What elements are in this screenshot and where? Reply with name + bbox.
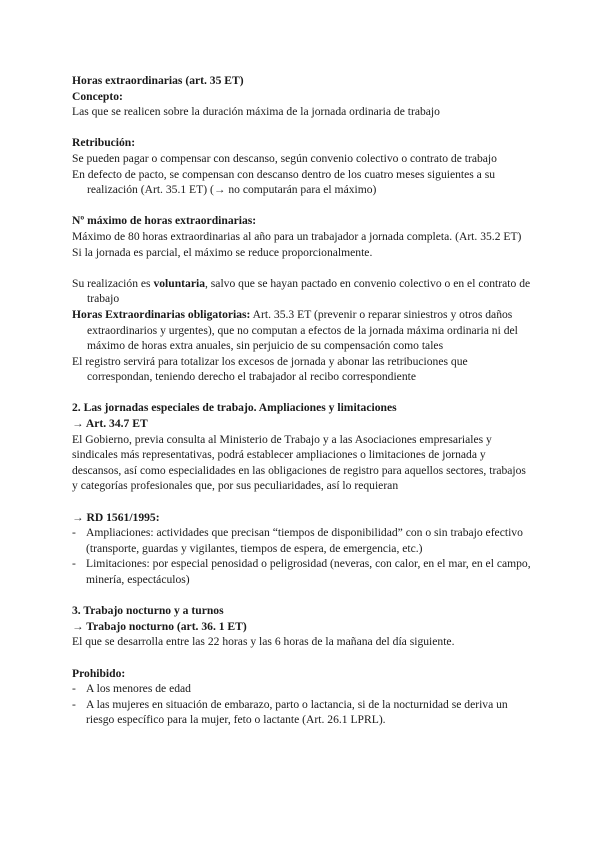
registro-paragraph: El registro servirá para totalizar los excesos de jornada y abonar las retribuciones que correspondan, teniendo derecho el trabajador al recibo correspondiente (72, 354, 468, 384)
prohibido-list (72, 681, 532, 728)
section3-heading: 3. Trabajo nocturno y a turnos (72, 604, 224, 618)
voluntaria-prefix: Su realización es (72, 276, 154, 290)
dash-marker: - (72, 697, 76, 711)
dash-marker: - (72, 526, 76, 540)
list-item (72, 556, 532, 587)
maximo-heading: Nº máximo de horas extraordinarias: (72, 214, 257, 228)
rd-heading: → RD 1561/1995: (72, 510, 160, 524)
section2-text: El Gobierno, previa consulta al Ministerio de Trabajo y a las Asociaciones empresariales y sindicales más representativas, podrá establecer ampliaciones o limitaciones de jornada y descansos, así como especialidades en las obligaciones de registro para aquellos sectores, trabajos y categorías profesionales que, por sus peculiaridades, así lo requieran (72, 432, 526, 493)
section2-heading: 2. Las jornadas especiales de trabajo. Ampliaciones y limitaciones (72, 401, 397, 415)
maximo-line: Máximo de 80 horas extraordinarias al año para un trabajador a jornada completa. (Art. 35.2 ET) (72, 229, 522, 243)
document-content (72, 73, 532, 728)
retribucion-line: En defecto de pacto, se compensan con descanso dentro de los cuatro meses siguientes a su realización (Art. 35.1 ET) (→ no computarán para el máximo) (72, 167, 496, 197)
obligatorias-paragraph (72, 307, 532, 354)
section3-text: El que se desarrolla entre las 22 horas y las 6 horas de la mañana del día siguiente. (72, 635, 455, 649)
voluntaria-paragraph (72, 276, 532, 307)
list-item (72, 525, 532, 556)
title: Horas extraordinarias (art. 35 ET) (72, 74, 244, 87)
voluntaria-bold: voluntaria (153, 276, 205, 290)
concepto-text: Las que se realicen sobre la duración máxima de la jornada ordinaria de trabajo (72, 105, 440, 119)
obligatorias-text: Art. 35.3 ET (prevenir o reparar siniestros y otros daños extraordinarios y urgentes), que no computan a efectos de la jornada máxima ordinaria ni del máximo de horas extra anuales, sin perjuicio de su compensación como tales (87, 307, 518, 353)
list-item-text: Limitaciones: por especial penosidad o peligrosidad (neveras, con calor, en el mar, en el campo, minería, espectáculos) (86, 557, 531, 586)
list-item-text: A las mujeres en situación de embarazo, parto o lactancia, si de la nocturnidad se deriva un riesgo específico para la mujer, feto o lactante (Art. 26.1 LPRL). (86, 697, 508, 727)
dash-marker: - (72, 682, 76, 696)
obligatorias-bold: Horas Extraordinarias obligatorias: (72, 307, 251, 321)
retribucion-heading: Retribución: (72, 136, 136, 150)
list-item (72, 697, 532, 728)
list-item (72, 681, 532, 697)
prohibido-heading: Prohibido: (72, 666, 126, 680)
dash-marker: - (72, 557, 76, 571)
list-item-text: Ampliaciones: actividades que precisan “tiempos de disponibilidad” con o sin trabajo efectivo (transporte, guardas y vigilantes, tiempos de espera, de emergencia, etc.) (86, 526, 523, 555)
maximo-line: Si la jornada es parcial, el máximo se reduce proporcionalmente. (72, 245, 373, 259)
rd-list (72, 525, 532, 587)
concepto-heading: Concepto: (72, 89, 123, 103)
section3-sub: → Trabajo nocturno (art. 36. 1 ET) (72, 619, 247, 633)
section2-ref: → Art. 34.7 ET (72, 417, 148, 431)
voluntaria-suffix: , salvo que se hayan pactado en convenio colectivo o en el contrato de trabajo (87, 276, 531, 306)
retribucion-line: Se pueden pagar o compensar con descanso, según convenio colectivo o contrato de trabajo (72, 151, 497, 165)
list-item-text: A los menores de edad (86, 682, 191, 696)
